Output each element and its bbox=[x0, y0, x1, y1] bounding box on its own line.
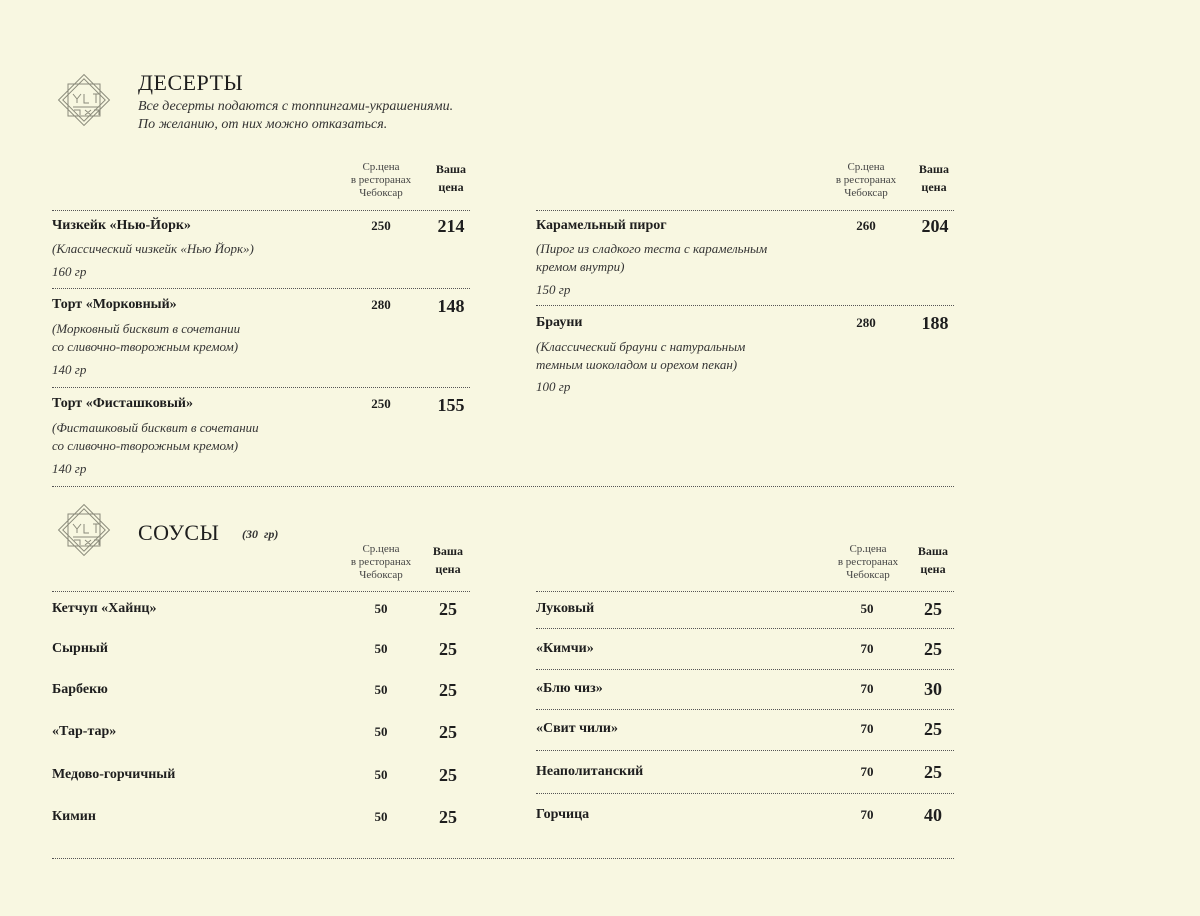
avg-price: 50 bbox=[860, 601, 874, 616]
our-price: 25 bbox=[924, 719, 942, 739]
divider bbox=[536, 669, 954, 670]
divider bbox=[52, 288, 470, 289]
divider bbox=[536, 305, 954, 306]
our-price: 25 bbox=[439, 722, 457, 742]
sauce-name: Сырный bbox=[52, 641, 108, 656]
avg-price: 70 bbox=[860, 721, 874, 736]
sauce-name: «Кимчи» bbox=[536, 641, 594, 656]
desserts-subtitle bbox=[138, 98, 453, 134]
avg-price: 280 bbox=[856, 315, 876, 330]
our-price: 25 bbox=[924, 762, 942, 782]
sauces-portion-note: (30 гр) bbox=[242, 527, 279, 541]
avg-price: 280 bbox=[371, 297, 391, 312]
avg-price-header: Ср.цена в ресторанах Чебоксар bbox=[837, 543, 899, 581]
avg-price: 50 bbox=[374, 767, 388, 782]
avg-price: 260 bbox=[856, 218, 876, 233]
our-price: 214 bbox=[437, 216, 465, 236]
avg-price-header: Ср.цена в ресторанах Чебоксар bbox=[350, 161, 412, 199]
sauce-name: «Тар-тар» bbox=[52, 724, 117, 739]
avg-price: 70 bbox=[860, 764, 874, 779]
our-price: 148 bbox=[437, 296, 465, 316]
menu-item-name: Брауни bbox=[536, 315, 583, 330]
menu-item-name: Карамельный пирог bbox=[536, 218, 667, 233]
sauce-name: Неаполитанский bbox=[536, 764, 644, 779]
divider bbox=[52, 387, 470, 388]
menu-item-description: (Фисташковый бисквит в сочетании со сливочно-творожным кремом) bbox=[52, 420, 259, 453]
avg-price: 250 bbox=[371, 396, 391, 411]
sauce-name: Кетчуп «Хайнц» bbox=[52, 601, 157, 616]
our-price: 25 bbox=[439, 599, 457, 619]
menu-item-description: (Морковный бисквит в сочетании со сливочно-творожным кремом) bbox=[52, 321, 241, 354]
our-price: 204 bbox=[921, 216, 949, 236]
avg-price: 70 bbox=[860, 641, 874, 656]
our-price: 25 bbox=[439, 680, 457, 700]
avg-price: 50 bbox=[374, 601, 388, 616]
sauce-name: Барбекю bbox=[52, 682, 108, 697]
divider bbox=[536, 210, 954, 211]
our-price: 25 bbox=[439, 807, 457, 827]
avg-price: 50 bbox=[374, 682, 388, 697]
menu-item-description: (Классический чизкейк «Нью Йорк») bbox=[52, 241, 254, 256]
divider bbox=[52, 858, 954, 859]
avg-price: 70 bbox=[860, 807, 874, 822]
menu-item-name: Торт «Фисташковый» bbox=[52, 396, 193, 411]
our-price: 25 bbox=[924, 599, 942, 619]
divider bbox=[536, 750, 954, 751]
desserts-title: ДЕСЕРТЫ bbox=[138, 70, 244, 95]
menu-item-weight: 160 гр bbox=[52, 264, 87, 279]
sauce-name: Медово-горчичный bbox=[52, 767, 176, 782]
sauce-name: Луковый bbox=[536, 601, 595, 616]
sauces-title: СОУСЫ bbox=[138, 520, 220, 545]
divider bbox=[536, 591, 954, 592]
divider bbox=[52, 486, 954, 487]
avg-price-header: Ср.цена в ресторанах Чебоксар bbox=[350, 543, 412, 581]
our-price: 25 bbox=[439, 639, 457, 659]
avg-price: 50 bbox=[374, 641, 388, 656]
restaurant-logo-icon-2 bbox=[52, 498, 116, 562]
our-price: 30 bbox=[924, 679, 942, 699]
divider bbox=[52, 591, 470, 592]
menu-item-description: (Классический брауни с натуральным темным шоколадом и орехом пекан) bbox=[536, 339, 746, 372]
our-price: 25 bbox=[924, 639, 942, 659]
our-price: 155 bbox=[437, 395, 465, 415]
menu-item-weight: 140 гр bbox=[52, 362, 87, 377]
sauce-name: «Блю чиз» bbox=[536, 681, 603, 696]
avg-price: 50 bbox=[374, 809, 388, 824]
menu-item-name: Торт «Морковный» bbox=[52, 297, 177, 312]
menu-item-name: Чизкейк «Нью-Йорк» bbox=[52, 218, 191, 233]
our-price: 188 bbox=[921, 313, 949, 333]
menu-item-description: (Пирог из сладкого теста с карамельным кремом внутри) bbox=[536, 241, 768, 274]
our-price-header: Ваша цена bbox=[917, 544, 949, 576]
our-price-header: Ваша цена bbox=[435, 162, 467, 194]
our-price-header: Ваша цена bbox=[432, 544, 464, 576]
desserts-subtitle-line: Все десерты подаются с топпингами-украшениями. bbox=[138, 99, 454, 114]
our-price: 25 bbox=[439, 765, 457, 785]
menu-item-weight: 150 гр bbox=[536, 282, 571, 297]
our-price-header: Ваша цена bbox=[918, 162, 950, 194]
sauce-name: Горчица bbox=[536, 807, 590, 822]
desserts-subtitle-line: По желанию, от них можно отказаться. bbox=[138, 117, 388, 132]
divider bbox=[52, 210, 470, 211]
divider bbox=[536, 709, 954, 710]
avg-price: 70 bbox=[860, 681, 874, 696]
avg-price: 50 bbox=[374, 724, 388, 739]
avg-price-header: Ср.цена в ресторанах Чебоксар bbox=[835, 161, 897, 199]
divider bbox=[536, 628, 954, 629]
menu-item-weight: 140 гр bbox=[52, 461, 87, 476]
divider bbox=[536, 793, 954, 794]
our-price: 40 bbox=[924, 805, 942, 825]
menu-item-weight: 100 гр bbox=[536, 379, 571, 394]
avg-price: 250 bbox=[371, 218, 391, 233]
restaurant-logo-icon bbox=[52, 68, 116, 132]
sauce-name: «Свит чили» bbox=[536, 721, 618, 736]
sauce-name: Кимин bbox=[52, 809, 96, 824]
